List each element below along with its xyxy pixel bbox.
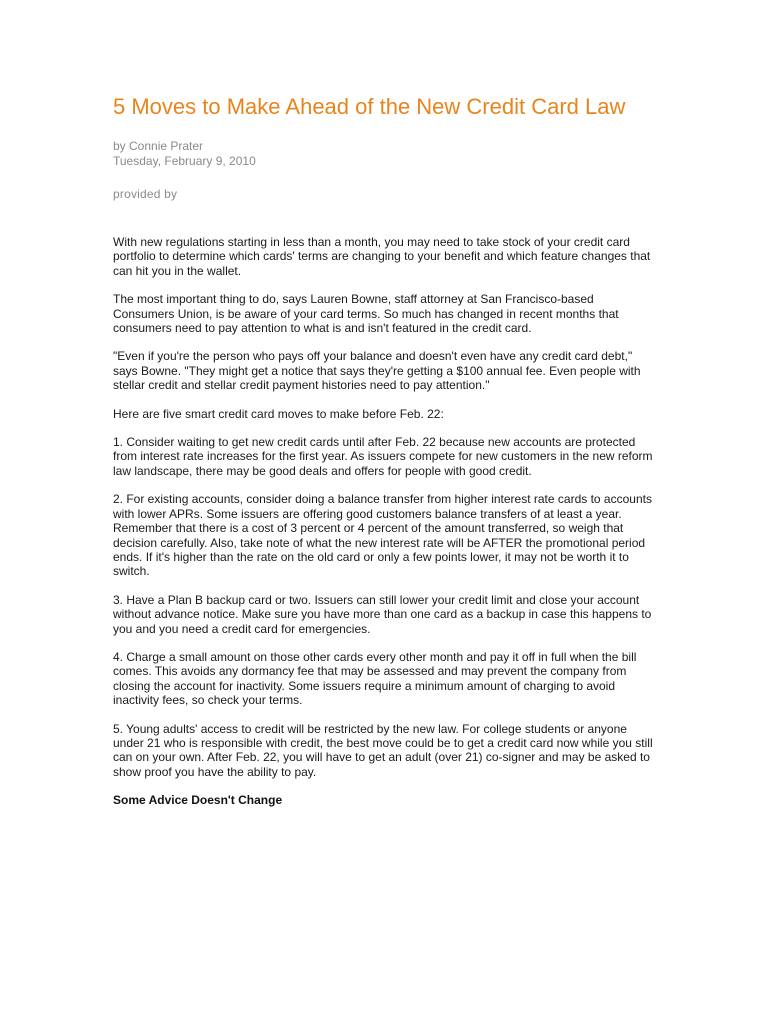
paragraph: 2. For existing accounts, consider doing a balance transfer from higher interest rate cards to accounts with lower APRs. Some issuers are offering good customers balance transfers of at least a year. Remember that there is a cost of 3 percent or 4 percent of the amount transferred, so weigh that decision carefully. Also, take note of what the new interest rate will be AFTER the promotional period ends. If it's higher than the rate on the old card or only a few points lower, it may not be worth it to switch. (113, 492, 652, 579)
provided-by: provided by (113, 187, 178, 201)
byline (113, 139, 658, 169)
article (113, 93, 658, 808)
paragraph: 4. Charge a small amount on those other cards every other month and pay it off in full when the bill comes. This avoids any dormancy fee that may be assessed and may prevent the company from closing the account for inactivity. Some issuers require a minimum amount of charging to avoid inactivity fees, so check your terms. (113, 649, 637, 708)
article-body (113, 235, 658, 808)
paragraph: Here are five smart credit card moves to make before Feb. 22: (113, 406, 444, 421)
paragraph: The most important thing to do, says Lauren Bowne, staff attorney at San Francisco-based Consumers Union, is be aware of your card terms. So much has changed in recent months that consumers need to pay attention to what is and isn't featured in the credit card. (113, 292, 619, 336)
paragraph: 5. Young adults' access to credit will be restricted by the new law. For college students or anyone under 21 who is responsible with credit, the best move could be to get a credit card now while you still can on your own. After Feb. 22, you will have to get an adult (over 21) co-signer and may be asked to show proof you have the ability to pay. (113, 721, 653, 779)
paragraph: With new regulations starting in less than a month, you may need to take stock of your credit card portfolio to determine which cards' terms are changing to your benefit and which feature changes that can hit you in the wallet. (113, 235, 651, 278)
section-heading: Some Advice Doesn't Change (113, 793, 283, 808)
publish-date: Tuesday, February 9, 2010 (113, 154, 256, 168)
paragraph: 1. Consider waiting to get new credit cards until after Feb. 22 because new accounts are protected from interest rate increases for the first year. As issuers compete for new customers in the new reform law landscape, there may be good deals and offers for people with good credit. (113, 435, 653, 478)
article-title: 5 Moves to Make Ahead of the New Credit Card Law (113, 94, 626, 119)
paragraph: 3. Have a Plan B backup card or two. Issuers can still lower your credit limit and close your account without advance notice. Make sure you have more than one card as a backup in case this happens to you and you need a credit card for emergencies. (113, 592, 652, 636)
author: by Connie Prater (113, 139, 204, 153)
paragraph: "Even if you're the person who pays off your balance and doesn't even have any credit card debt," says Bowne. "They might get a notice that says they're getting a $100 annual fee. Even people with stellar credit and stellar credit payment histories need to pay attention." (113, 349, 641, 393)
